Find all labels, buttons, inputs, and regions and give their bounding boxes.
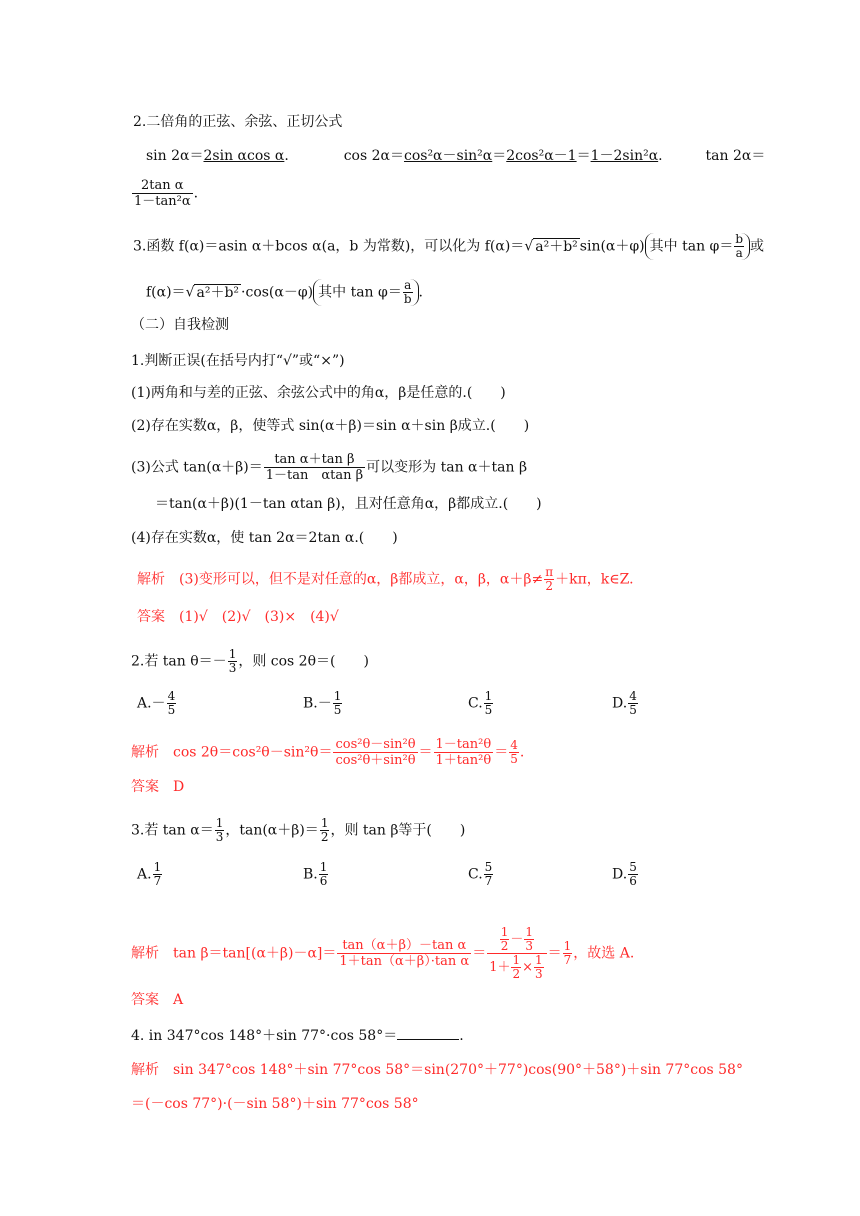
q1-analysis: 解析 (3)变形可以，但不是对任意的α，β都成立，α，β，α＋β≠ $\frac{\pi}{2}$ ＋kπ，k∈Z.	[137, 565, 634, 593]
q1-item-4: (4)存在实数α，使 tan 2α＝2tan α.( )	[131, 530, 398, 546]
tan-2a-formula: $\frac{\text{2tan α}}{\text{1－tan²α}}$ .	[134, 178, 199, 209]
q1-stem: 1.判断正误(在括号内打“√”或“×”)	[131, 353, 345, 369]
q2-analysis: 解析 cos 2θ＝cos²θ－sin²θ＝ $\frac{\text{cos²θ－sin²θ}}{\text{cos²θ＋sin²θ}}$ ＝ $\frac{\text{1－tan²θ}}{\text{1＋tan²θ}}$ ＝ $\frac{4}{5}$ .	[131, 737, 525, 768]
cos-2a-formula-2: 2cos²α－1	[506, 148, 577, 164]
auxiliary-angle-formula-1: 3.函数 f(α)＝asin α＋bcos α(a，b 为常数)，可以化为 f(α)＝√ a²＋b² sin(α＋φ) 其中 tan φ＝ $\frac{b}{a}$ 或	[133, 232, 765, 260]
q1-answer: 答案 (1)√ (2)√ (3)× (4)√	[137, 609, 339, 625]
q3-option-c[interactable]: C. $\frac{5}{7}$	[468, 860, 493, 888]
double-angle-formulas-line: sin 2α＝2sin αcos α. cos 2α＝cos²α－sin²α＝2cos²α－1＝1－2sin²α. tan 2α＝	[146, 148, 766, 164]
auxiliary-angle-formula-2: f(α)＝√ a²＋b² ·cos(α－φ) 其中 tan φ＝ $\frac{a}{b}$ .	[146, 278, 423, 306]
tan-2a-label: tan 2α＝	[705, 148, 766, 164]
q1-item-1: (1)两角和与差的正弦、余弦公式中的角α，β是任意的.( )	[131, 385, 506, 401]
answer-blank[interactable]	[397, 1039, 459, 1040]
q3-stem: 3.若 tan α＝ $\frac{1}{3}$ ，tan(α＋β)＝ $\frac{1}{2}$ ，则 tan β等于( )	[131, 816, 466, 844]
nested-fraction: $\frac{1}{2}$ － $\frac{1}{3}$ 1＋ $\frac{1}{2}$ × $\frac{1}{3}$	[487, 926, 546, 981]
self-test-heading: （二）自我检测	[131, 317, 229, 333]
q3-option-b[interactable]: B. $\frac{1}{6}$	[303, 860, 328, 888]
sin-2a-formula: 2sin αcos α	[203, 148, 285, 164]
q1-item-3: (3)公式 tan(α＋β)＝ $\frac{\text{tan α＋tan β}}{\text{1－tan αtan β}}$ 可以变形为 tan α＋tan β	[131, 452, 528, 483]
sin-2a-label: sin 2α＝	[146, 148, 204, 164]
q1-item-2: (2)存在实数α，β，使等式 sin(α＋β)＝sin α＋sin β成立.( )	[131, 418, 530, 434]
cos-2a-formula-1: cos²α－sin²α	[403, 148, 493, 164]
q2-option-a[interactable]: A.－ $\frac{4}{5}$	[137, 689, 176, 717]
cos-2a-label: cos 2α＝	[343, 148, 404, 164]
q4-analysis-line-1: 解析 sin 347°cos 148°＋sin 77°cos 58°＝sin(270°＋77°)cos(90°＋58°)＋sin 77°cos 58°	[131, 1062, 743, 1078]
q3-option-d[interactable]: D. $\frac{5}{6}$	[612, 860, 637, 888]
q4-analysis-line-2: ＝(－cos 77°)·(－sin 58°)＋sin 77°cos 58°	[131, 1096, 419, 1112]
q3-option-a[interactable]: A. $\frac{1}{7}$	[137, 860, 162, 888]
q4-stem: 4. in 347°cos 148°＋sin 77°·cos 58°＝ .	[131, 1028, 464, 1044]
q2-option-d[interactable]: D. $\frac{4}{5}$	[612, 689, 637, 717]
q3-answer: 答案 A	[131, 992, 184, 1008]
q3-analysis: 解析 tan β＝tan[(α＋β)－α]＝ $\frac{\text{tan（α＋β）－tan α}}{\text{1＋tan（α＋β）·tan α}}$ ＝ $\frac{1}{2}$ － $\frac{1}{3}$ 1＋ $\frac{1}{2}$ × $\frac{1}{3}$ ＝ $\frac{1}{7}$ ，故选 A.	[131, 925, 635, 981]
q1-item-3-continued: ＝tan(α＋β)(1－tan αtan β)，且对任意角α，β都成立.( )	[155, 496, 542, 512]
q2-option-b[interactable]: B.－ $\frac{1}{5}$	[303, 689, 342, 717]
cos-2a-formula-3: 1－2sin²α	[590, 148, 659, 164]
q2-answer: 答案 D	[131, 779, 185, 795]
q2-option-c[interactable]: C. $\frac{1}{5}$	[468, 689, 493, 717]
q2-stem: 2.若 tan θ＝－ $\frac{1}{3}$ ，则 cos 2θ＝( )	[131, 647, 369, 675]
section-2-title: 2.二倍角的正弦、余弦、正切公式	[133, 114, 343, 130]
